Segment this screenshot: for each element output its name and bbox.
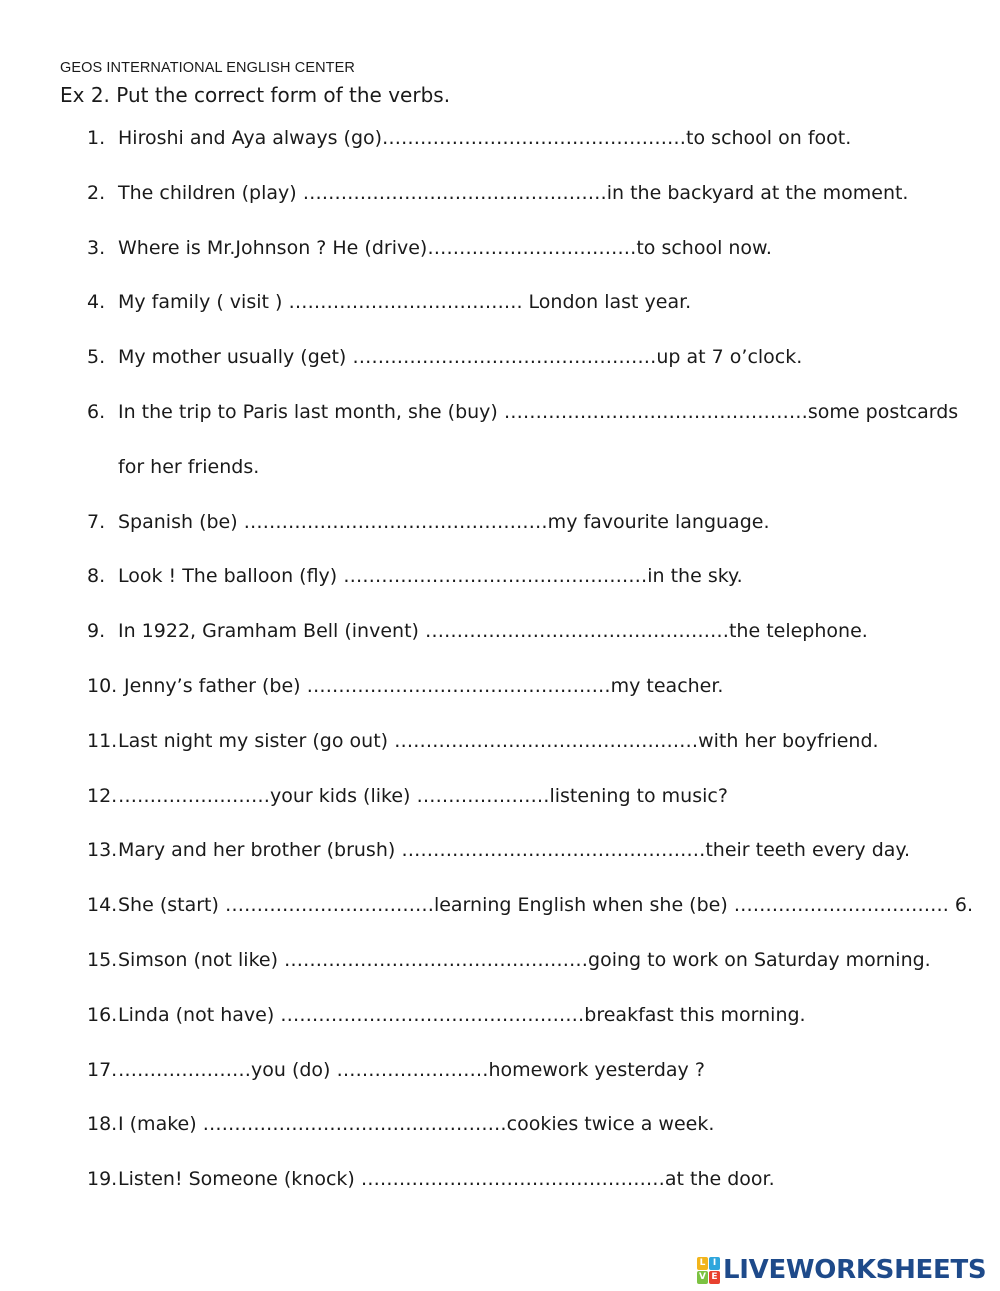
question-number: 3. (87, 237, 106, 259)
question-text: Linda (not have) …………………………………………breakfast this morning. (118, 1004, 806, 1026)
question-text: In 1922, Gramham Bell (invent) …………………………………………the telephone. (118, 620, 868, 642)
logo-mark-tile: E (709, 1271, 720, 1284)
question-item (87, 1167, 775, 1191)
question-continuation: for her friends. (118, 456, 260, 478)
question-item (87, 619, 868, 643)
center-name: GEOS INTERNATIONAL ENGLISH CENTER (60, 60, 355, 76)
question-item (87, 126, 851, 150)
question-text: Simson (not like) …………………………………………going to work on Saturday morning. (118, 949, 931, 971)
question-number: 9. (87, 620, 106, 642)
question-text: In the trip to Paris last month, she (buy) …………………………………………some postcards (118, 401, 959, 423)
question-item (87, 345, 802, 369)
question-item (87, 674, 723, 698)
exercise-title: Ex 2. Put the correct form of the verbs. (60, 83, 451, 107)
question-text: My mother usually (get) …………………………………………up at 7 o’clock. (118, 346, 803, 368)
question-item (87, 893, 973, 917)
logo-mark-tile: L (697, 1257, 708, 1270)
question-text: I (make) …………………………………………cookies twice a week. (118, 1113, 715, 1135)
question-text: The children (play) …………………………………………in the backyard at the moment. (118, 182, 909, 204)
question-number: 13. (87, 839, 118, 861)
question-text: She (start) ……………………………learning English when she (be) ……………………………. 6. (118, 894, 973, 916)
question-item (87, 784, 728, 808)
question-number: 12. (87, 785, 118, 807)
question-text: …………………you (do) ……………………homework yesterday ? (118, 1059, 705, 1081)
question-number: 14. (87, 894, 118, 916)
question-item (87, 400, 958, 424)
question-item (87, 838, 910, 862)
question-item (87, 729, 879, 753)
question-item (87, 564, 743, 588)
question-item (87, 510, 769, 534)
question-item (87, 290, 691, 314)
logo-mark-tile: I (709, 1257, 720, 1270)
question-item (87, 948, 931, 972)
question-text: Where is Mr.Johnson ? He (drive)……………………………to school now. (118, 237, 772, 259)
question-item (87, 1112, 714, 1136)
question-text: My family ( visit ) ………………………………. London last year. (118, 291, 692, 313)
liveworksheets-logo (697, 1255, 986, 1285)
question-number: 16. (87, 1004, 118, 1026)
logo-mark-tile: V (697, 1271, 708, 1284)
question-text: ……………………your kids (like) …………………listening to music? (118, 785, 728, 807)
question-text: Listen! Someone (knock) …………………………………………at the door. (118, 1168, 775, 1190)
question-number: 4. (87, 291, 106, 313)
question-number: 18. (87, 1113, 118, 1135)
question-number: 17. (87, 1059, 118, 1081)
question-text: Hiroshi and Aya always (go)…………………………………………to school on foot. (118, 127, 852, 149)
question-text: Mary and her brother (brush) …………………………………………their teeth every day. (118, 839, 910, 861)
question-text: Spanish (be) …………………………………………my favourite language. (118, 511, 770, 533)
logo-mark-icon (697, 1257, 720, 1284)
question-number: 5. (87, 346, 106, 368)
question-number: 11. (87, 730, 118, 752)
question-number: 10. (87, 675, 118, 697)
question-number: 15. (87, 949, 118, 971)
question-number: 8. (87, 565, 106, 587)
question-item (87, 1058, 705, 1082)
question-text: Jenny’s father (be) …………………………………………my teacher. (118, 675, 724, 697)
question-number: 6. (87, 401, 106, 423)
question-item (87, 236, 772, 260)
question-item (87, 181, 908, 205)
question-number: 19. (87, 1168, 118, 1190)
question-text: Last night my sister (go out) …………………………………………with her boyfriend. (118, 730, 879, 752)
question-number: 2. (87, 182, 106, 204)
question-number: 7. (87, 511, 106, 533)
logo-text: LIVEWORKSHEETS (723, 1255, 987, 1285)
question-number: 1. (87, 127, 106, 149)
question-item (87, 1003, 806, 1027)
question-text: Look ! The balloon (fly) …………………………………………in the sky. (118, 565, 743, 587)
